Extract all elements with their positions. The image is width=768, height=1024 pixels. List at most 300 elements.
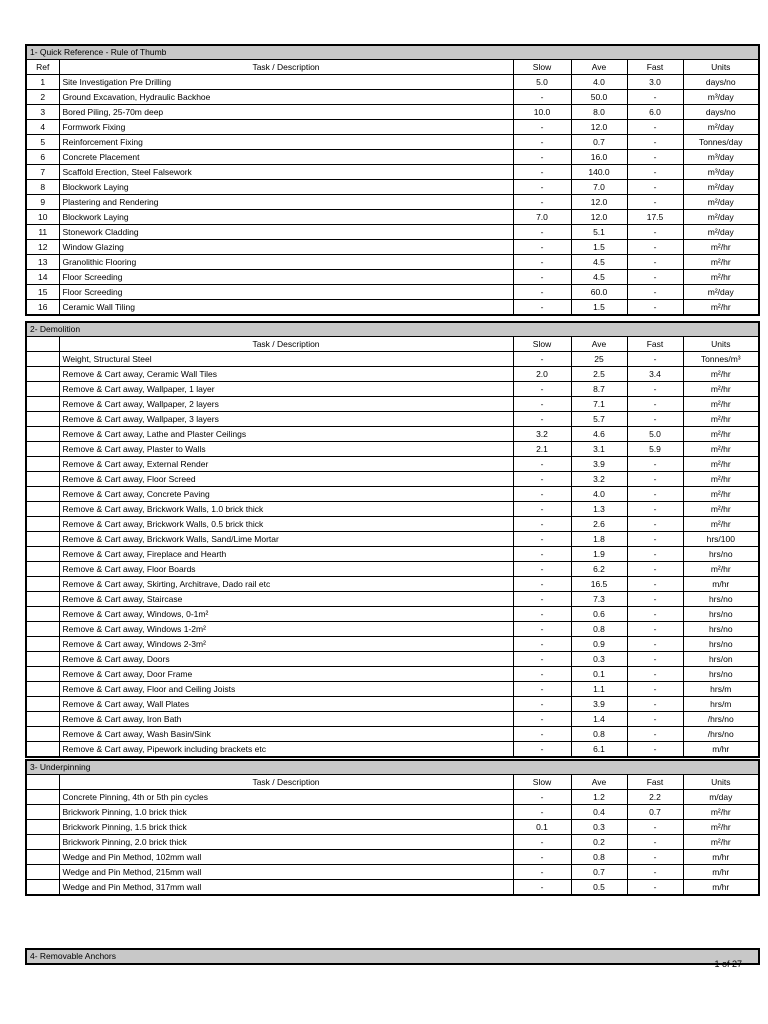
cell-fast: -	[627, 487, 683, 502]
cell-ave: 140.0	[571, 165, 627, 180]
cell-task: Remove & Cart away, Staircase	[59, 592, 513, 607]
cell-ref: 13	[26, 255, 59, 270]
cell-ave: 3.1	[571, 442, 627, 457]
cell-task: Remove & Cart away, Windows, 0-1m²	[59, 607, 513, 622]
cell-task: Remove & Cart away, Floor Boards	[59, 562, 513, 577]
cell-slow: -	[513, 255, 571, 270]
table-row	[26, 195, 759, 210]
cell-ave: 0.4	[571, 805, 627, 820]
cell-ref	[26, 835, 59, 850]
cell-ref	[26, 790, 59, 805]
cell-task: Remove & Cart away, Brickwork Walls, 0.5 brick thick	[59, 517, 513, 532]
cell-ref	[26, 652, 59, 667]
cell-ref	[26, 442, 59, 457]
cell-ave: 50.0	[571, 90, 627, 105]
table-row	[26, 637, 759, 652]
table-row	[26, 742, 759, 758]
cell-ref	[26, 577, 59, 592]
cell-slow: -	[513, 652, 571, 667]
table-row	[26, 105, 759, 120]
cell-fast: -	[627, 255, 683, 270]
cell-slow: -	[513, 835, 571, 850]
cell-fast: -	[627, 850, 683, 865]
cell-task: Wedge and Pin Method, 317mm wall	[59, 880, 513, 896]
cell-task: Weight, Structural Steel	[59, 352, 513, 367]
table-row	[26, 427, 759, 442]
cell-fast: -	[627, 835, 683, 850]
cell-ref	[26, 727, 59, 742]
cell-fast: -	[627, 397, 683, 412]
cell-units: m/hr	[683, 577, 759, 592]
cell-slow: 10.0	[513, 105, 571, 120]
cell-ave: 12.0	[571, 195, 627, 210]
cell-slow: -	[513, 352, 571, 367]
cell-ave: 1.5	[571, 300, 627, 316]
cell-task: Brickwork Pinning, 1.5 brick thick	[59, 820, 513, 835]
table-row	[26, 517, 759, 532]
cell-fast: -	[627, 195, 683, 210]
column-header-ave: Ave	[571, 337, 627, 352]
column-header-row	[26, 337, 759, 352]
cell-task: Brickwork Pinning, 1.0 brick thick	[59, 805, 513, 820]
cell-slow: -	[513, 577, 571, 592]
cell-ave: 0.8	[571, 622, 627, 637]
cell-ave: 12.0	[571, 120, 627, 135]
cell-ave: 0.8	[571, 850, 627, 865]
cell-units: hrs/no	[683, 592, 759, 607]
cell-units: m/day	[683, 790, 759, 805]
cell-fast: -	[627, 667, 683, 682]
cell-slow: -	[513, 285, 571, 300]
cell-ref	[26, 532, 59, 547]
cell-ref: 4	[26, 120, 59, 135]
cell-fast: -	[627, 742, 683, 758]
cell-units: m²/hr	[683, 517, 759, 532]
cell-fast: -	[627, 622, 683, 637]
cell-fast: -	[627, 352, 683, 367]
cell-units: m²/hr	[683, 487, 759, 502]
cell-fast: -	[627, 712, 683, 727]
cell-task: Remove & Cart away, Wallpaper, 1 layer	[59, 382, 513, 397]
cell-slow: -	[513, 607, 571, 622]
cell-slow: -	[513, 300, 571, 316]
cell-ave: 8.7	[571, 382, 627, 397]
table-row	[26, 547, 759, 562]
cell-slow: -	[513, 682, 571, 697]
cell-ref	[26, 637, 59, 652]
cell-slow: -	[513, 865, 571, 880]
cell-slow: -	[513, 667, 571, 682]
cell-ave: 7.0	[571, 180, 627, 195]
cell-task: Site Investigation Pre Drilling	[59, 75, 513, 90]
section-header	[26, 760, 759, 775]
cell-slow: -	[513, 457, 571, 472]
cell-task: Ground Excavation, Hydraulic Backhoe	[59, 90, 513, 105]
column-header-ave: Ave	[571, 775, 627, 790]
table-row	[26, 850, 759, 865]
cell-slow: -	[513, 90, 571, 105]
section-header	[26, 949, 759, 964]
column-header-slow: Slow	[513, 775, 571, 790]
cell-ave: 3.9	[571, 457, 627, 472]
cell-fast: -	[627, 577, 683, 592]
cell-slow: -	[513, 880, 571, 896]
column-header-ave: Ave	[571, 60, 627, 75]
cell-task: Floor Screeding	[59, 285, 513, 300]
table-row	[26, 285, 759, 300]
cell-slow: 2.1	[513, 442, 571, 457]
cell-slow: -	[513, 622, 571, 637]
column-header-task: Task / Description	[59, 775, 513, 790]
table-row	[26, 442, 759, 457]
cell-slow: -	[513, 742, 571, 758]
cell-task: Stonework Cladding	[59, 225, 513, 240]
cell-ref	[26, 382, 59, 397]
cell-units: hrs/no	[683, 547, 759, 562]
cell-units: m³/day	[683, 90, 759, 105]
cell-ref: 1	[26, 75, 59, 90]
cell-ave: 4.5	[571, 255, 627, 270]
cell-ref	[26, 742, 59, 758]
cell-slow: -	[513, 135, 571, 150]
cell-units: m²/hr	[683, 820, 759, 835]
cell-ref	[26, 502, 59, 517]
cell-ave: 0.7	[571, 865, 627, 880]
cell-task: Granolithic Flooring	[59, 255, 513, 270]
cell-task: Remove & Cart away, Pipework including brackets etc	[59, 742, 513, 758]
table-row	[26, 727, 759, 742]
cell-ref	[26, 562, 59, 577]
cell-ave: 6.2	[571, 562, 627, 577]
table-row	[26, 240, 759, 255]
cell-units: m/hr	[683, 850, 759, 865]
cell-ref	[26, 667, 59, 682]
table-row	[26, 150, 759, 165]
column-header-row	[26, 60, 759, 75]
table-row	[26, 180, 759, 195]
table-row	[26, 865, 759, 880]
cell-ave: 2.5	[571, 367, 627, 382]
cell-ave: 16.5	[571, 577, 627, 592]
cell-slow: -	[513, 697, 571, 712]
table-row	[26, 165, 759, 180]
table-row	[26, 270, 759, 285]
cell-task: Blockwork Laying	[59, 210, 513, 225]
cell-ave: 1.1	[571, 682, 627, 697]
cell-units: /hrs/no	[683, 712, 759, 727]
cell-fast: 3.4	[627, 367, 683, 382]
table-row	[26, 90, 759, 105]
cell-fast: -	[627, 457, 683, 472]
cell-ref: 15	[26, 285, 59, 300]
cell-fast: -	[627, 270, 683, 285]
cell-units: hrs/no	[683, 607, 759, 622]
table-row	[26, 880, 759, 896]
cell-task: Scaffold Erection, Steel Falsework	[59, 165, 513, 180]
column-header-fast: Fast	[627, 775, 683, 790]
cell-task: Wedge and Pin Method, 215mm wall	[59, 865, 513, 880]
cell-ref: 9	[26, 195, 59, 210]
cell-ref: 11	[26, 225, 59, 240]
cell-task: Remove & Cart away, Wallpaper, 2 layers	[59, 397, 513, 412]
column-header-task: Task / Description	[59, 337, 513, 352]
cell-units: m²/hr	[683, 442, 759, 457]
cell-fast: -	[627, 225, 683, 240]
table-row	[26, 532, 759, 547]
cell-ave: 4.5	[571, 270, 627, 285]
cell-ref	[26, 412, 59, 427]
cell-slow: -	[513, 225, 571, 240]
section-table	[25, 321, 760, 758]
cell-ref: 2	[26, 90, 59, 105]
cell-ref: 3	[26, 105, 59, 120]
cell-task: Remove & Cart away, Iron Bath	[59, 712, 513, 727]
cell-ref	[26, 682, 59, 697]
cell-fast: -	[627, 90, 683, 105]
cell-slow: -	[513, 120, 571, 135]
cell-slow: -	[513, 790, 571, 805]
page-number: 1 of 27	[714, 959, 742, 969]
cell-task: Remove & Cart away, Brickwork Walls, 1.0 brick thick	[59, 502, 513, 517]
cell-ref: 12	[26, 240, 59, 255]
cell-slow: 2.0	[513, 367, 571, 382]
cell-fast: 2.2	[627, 790, 683, 805]
cell-fast: -	[627, 517, 683, 532]
cell-task: Remove & Cart away, Windows 2-3m²	[59, 637, 513, 652]
table-row	[26, 697, 759, 712]
cell-ave: 4.0	[571, 75, 627, 90]
cell-units: m²/day	[683, 210, 759, 225]
cell-ave: 3.9	[571, 697, 627, 712]
cell-ave: 1.8	[571, 532, 627, 547]
cell-slow: -	[513, 487, 571, 502]
table-row	[26, 412, 759, 427]
cell-units: hrs/no	[683, 667, 759, 682]
cell-slow: -	[513, 805, 571, 820]
cell-ref	[26, 880, 59, 896]
cell-slow: -	[513, 547, 571, 562]
cell-ref	[26, 517, 59, 532]
cell-ave: 7.3	[571, 592, 627, 607]
cell-task: Window Glazing	[59, 240, 513, 255]
cell-fast: 17.5	[627, 210, 683, 225]
table-row	[26, 790, 759, 805]
cell-ave: 0.8	[571, 727, 627, 742]
column-header-ref: Ref	[26, 60, 59, 75]
cell-ave: 8.0	[571, 105, 627, 120]
cell-ave: 4.0	[571, 487, 627, 502]
cell-task: Ceramic Wall Tiling	[59, 300, 513, 316]
section-table	[25, 948, 760, 965]
cell-task: Remove & Cart away, Floor Screed	[59, 472, 513, 487]
table-row	[26, 135, 759, 150]
table-row	[26, 622, 759, 637]
cell-ave: 5.1	[571, 225, 627, 240]
cell-fast: -	[627, 682, 683, 697]
cell-ref	[26, 487, 59, 502]
cell-ref	[26, 547, 59, 562]
cell-task: Remove & Cart away, Plaster to Walls	[59, 442, 513, 457]
cell-fast: -	[627, 637, 683, 652]
cell-ref	[26, 820, 59, 835]
table-row	[26, 210, 759, 225]
cell-task: Remove & Cart away, Door Frame	[59, 667, 513, 682]
cell-task: Remove & Cart away, Wall Plates	[59, 697, 513, 712]
cell-fast: -	[627, 532, 683, 547]
cell-units: days/no	[683, 75, 759, 90]
cell-task: Remove & Cart away, Brickwork Walls, Sand/Lime Mortar	[59, 532, 513, 547]
section-title: 3- Underpinning	[26, 760, 759, 775]
cell-slow: -	[513, 195, 571, 210]
cell-fast: -	[627, 135, 683, 150]
cell-units: hrs/m	[683, 682, 759, 697]
cell-fast: -	[627, 120, 683, 135]
cell-slow: -	[513, 270, 571, 285]
section-table	[25, 759, 760, 896]
cell-ref	[26, 457, 59, 472]
cell-ave: 0.6	[571, 607, 627, 622]
table-row	[26, 397, 759, 412]
cell-units: m/hr	[683, 880, 759, 896]
cell-units: m²/day	[683, 285, 759, 300]
cell-ave: 16.0	[571, 150, 627, 165]
cell-fast: 3.0	[627, 75, 683, 90]
cell-ave: 25	[571, 352, 627, 367]
cell-ref: 5	[26, 135, 59, 150]
cell-fast: -	[627, 180, 683, 195]
cell-ave: 0.1	[571, 667, 627, 682]
table-row	[26, 562, 759, 577]
table-row	[26, 667, 759, 682]
cell-task: Formwork Fixing	[59, 120, 513, 135]
cell-ref	[26, 622, 59, 637]
cell-slow: -	[513, 412, 571, 427]
cell-slow: -	[513, 562, 571, 577]
table-row	[26, 712, 759, 727]
cell-fast: -	[627, 165, 683, 180]
cell-fast: -	[627, 240, 683, 255]
cell-ave: 1.4	[571, 712, 627, 727]
table-row	[26, 457, 759, 472]
cell-fast: -	[627, 697, 683, 712]
section-header	[26, 322, 759, 337]
cell-units: m/hr	[683, 865, 759, 880]
cell-fast: 0.7	[627, 805, 683, 820]
section-title: 2- Demolition	[26, 322, 759, 337]
section-header	[26, 45, 759, 60]
cell-fast: -	[627, 727, 683, 742]
cell-ave: 0.2	[571, 835, 627, 850]
cell-ave: 1.9	[571, 547, 627, 562]
cell-slow: -	[513, 382, 571, 397]
cell-ref	[26, 397, 59, 412]
cell-ave: 7.1	[571, 397, 627, 412]
column-header-ref	[26, 775, 59, 790]
table-row	[26, 805, 759, 820]
table-row	[26, 300, 759, 316]
section-table	[25, 44, 760, 316]
cell-task: Remove & Cart away, Ceramic Wall Tiles	[59, 367, 513, 382]
cell-units: m²/hr	[683, 367, 759, 382]
cell-slow: -	[513, 517, 571, 532]
table-row	[26, 592, 759, 607]
column-header-task: Task / Description	[59, 60, 513, 75]
cell-task: Brickwork Pinning, 2.0 brick thick	[59, 835, 513, 850]
column-header-ref	[26, 337, 59, 352]
cell-slow: -	[513, 727, 571, 742]
cell-task: Concrete Placement	[59, 150, 513, 165]
cell-slow: -	[513, 397, 571, 412]
table-row	[26, 255, 759, 270]
cell-ref	[26, 865, 59, 880]
cell-fast: -	[627, 562, 683, 577]
table-row	[26, 502, 759, 517]
cell-ave: 3.2	[571, 472, 627, 487]
cell-ref	[26, 850, 59, 865]
cell-units: m²/hr	[683, 240, 759, 255]
cell-slow: 5.0	[513, 75, 571, 90]
cell-ref	[26, 697, 59, 712]
cell-task: Blockwork Laying	[59, 180, 513, 195]
column-header-fast: Fast	[627, 60, 683, 75]
cell-units: hrs/no	[683, 637, 759, 652]
cell-task: Remove & Cart away, Windows 1-2m²	[59, 622, 513, 637]
cell-units: m²/hr	[683, 382, 759, 397]
cell-task: Plastering and Rendering	[59, 195, 513, 210]
column-header-slow: Slow	[513, 60, 571, 75]
cell-units: m²/day	[683, 225, 759, 240]
cell-units: hrs/100	[683, 532, 759, 547]
cell-slow: -	[513, 637, 571, 652]
cell-slow: -	[513, 150, 571, 165]
table-row	[26, 352, 759, 367]
cell-ave: 60.0	[571, 285, 627, 300]
cell-units: m²/day	[683, 195, 759, 210]
cell-ave: 4.6	[571, 427, 627, 442]
cell-ref	[26, 352, 59, 367]
cell-slow: -	[513, 502, 571, 517]
cell-units: m²/day	[683, 120, 759, 135]
cell-fast: -	[627, 865, 683, 880]
cell-ave: 1.2	[571, 790, 627, 805]
cell-fast: 6.0	[627, 105, 683, 120]
cell-task: Remove & Cart away, Wallpaper, 3 layers	[59, 412, 513, 427]
cell-task: Remove & Cart away, Concrete Paving	[59, 487, 513, 502]
cell-slow: -	[513, 472, 571, 487]
table-row	[26, 225, 759, 240]
cell-units: m²/day	[683, 180, 759, 195]
cell-ref: 8	[26, 180, 59, 195]
cell-task: Remove & Cart away, Skirting, Architrave, Dado rail etc	[59, 577, 513, 592]
table-row	[26, 487, 759, 502]
cell-ref	[26, 712, 59, 727]
cell-slow: -	[513, 165, 571, 180]
cell-task: Wedge and Pin Method, 102mm wall	[59, 850, 513, 865]
table-row	[26, 652, 759, 667]
cell-slow: -	[513, 592, 571, 607]
cell-units: Tonnes/m³	[683, 352, 759, 367]
cell-slow: 7.0	[513, 210, 571, 225]
cell-fast: -	[627, 382, 683, 397]
cell-units: m²/hr	[683, 472, 759, 487]
cell-ref	[26, 592, 59, 607]
cell-ave: 0.5	[571, 880, 627, 896]
cell-ave: 5.7	[571, 412, 627, 427]
cell-ave: 1.5	[571, 240, 627, 255]
cell-units: m²/hr	[683, 397, 759, 412]
cell-units: m³/day	[683, 165, 759, 180]
cell-units: days/no	[683, 105, 759, 120]
